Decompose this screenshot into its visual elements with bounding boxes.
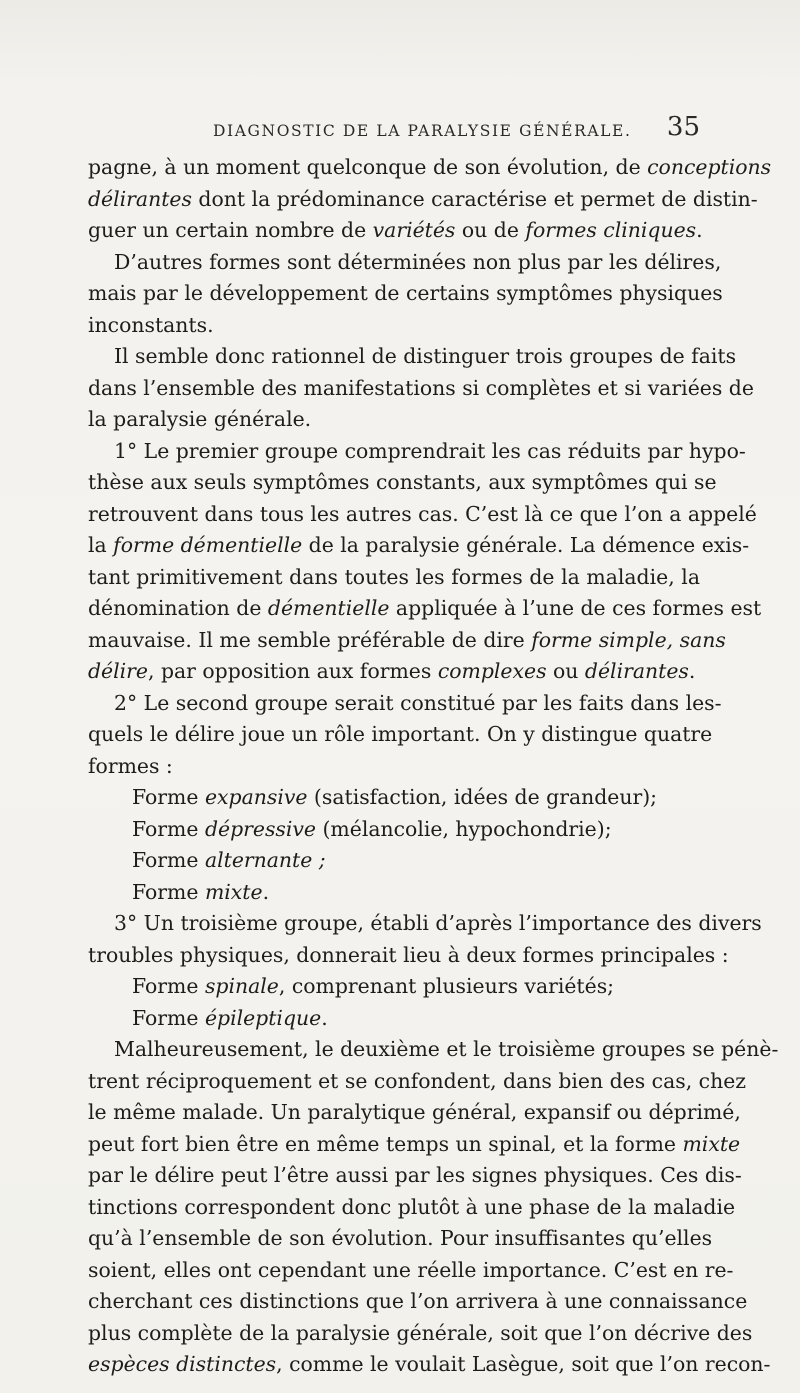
text-run: tinctions correspondent donc plutôt à une phase de la maladie [88,1194,736,1219]
italic-text: expansive [204,785,308,809]
text-line [88,1160,742,1192]
text-run: pagne, à un moment quelconque de son évolution, de [88,155,648,179]
italic-text: conceptions [647,155,772,179]
text-run: , par opposition aux formes [147,659,438,683]
text-line [88,247,722,279]
text-run: mais par le développement de certains symptômes physiques [88,281,723,305]
text-line [88,1255,734,1287]
italic-text: mixte [204,879,263,904]
text-line [88,373,754,405]
text-run: 1° Le premier groupe comprendrait les cas réduits par hypo- [114,438,746,463]
text-line [88,656,700,688]
text-run: soient, elles ont cependant une réelle importance. C’est en re- [88,1257,734,1282]
text-run: troubles physiques, donnerait lieu à deux formes principales : [88,942,729,967]
italic-text: délirantes [584,659,689,683]
text-run: Forme [132,1005,205,1030]
italic-text: mixte [682,1131,741,1156]
text-line [88,625,726,657]
text-line [88,845,700,877]
italic-text: démentielle [267,596,390,620]
text-run: ou de [455,218,526,242]
text-run: la [88,533,114,557]
text-run: Forme [132,848,205,872]
text-run: guer un certain nombre de [88,218,373,242]
text-line [88,467,717,499]
italic-text: forme simple, sans [531,627,726,652]
page-header [88,112,700,148]
text-run: trent réciproquement et se confondent, dans bien des cas, chez [88,1068,747,1093]
text-run: Forme [132,785,205,809]
body-text [88,152,779,1381]
text-run: dans l’ensemble des manifestations si complètes et si variées de [88,375,754,400]
italic-text: alternante ; [204,848,326,872]
text-run: tant primitivement dans toutes les formes de la maladie, la [88,564,700,589]
text-run: inconstants. [88,312,214,337]
text-line [88,719,713,751]
text-line [88,688,722,720]
text-run: . [321,1005,328,1030]
text-line [88,1192,736,1224]
text-line [88,751,700,783]
text-run: quels le délire joue un rôle important. On y distingue quatre [88,722,713,746]
text-line [88,940,729,972]
text-line [88,1034,779,1066]
text-run: ou [546,659,585,683]
text-line [88,814,700,846]
text-line [88,1349,771,1381]
text-run: de la paralysie générale. La démence exis- [302,533,750,557]
italic-text: complexes [437,659,547,683]
text-run: thèse aux seuls symptômes constants, aux symptômes qui se [88,470,717,494]
text-run: peut fort bien être en même temps un spinal, et la forme [88,1131,683,1156]
text-run: , comme le voulait Lasègue, soit que l’on recon- [276,1352,771,1376]
text-line [88,971,700,1003]
text-line [88,184,758,216]
text-line [88,404,700,436]
text-line [88,562,700,594]
text-run: retrouvent dans tous les autres cas. C’est là ce que l’on a appelé [88,501,757,526]
italic-text: formes cliniques [525,218,697,242]
text-run: . [262,879,270,904]
text-run: par le délire peut l’être aussi par les signes physiques. Ces dis- [88,1163,742,1187]
text-run: , comprenant plusieurs variétés; [278,974,615,998]
text-run: cherchant ces distinctions que l’on arrivera à une connaissance [88,1289,748,1313]
text-run: appliquée à l’une de ces formes est [389,596,762,620]
text-line [88,152,772,184]
text-run: plus complète de la paralysie générale, soit que l’on décrive des [88,1320,753,1345]
text-line [88,782,700,814]
italic-text: délire [88,659,148,683]
italic-text: variétés [372,218,456,242]
text-line [88,1097,741,1129]
text-run: qu’à l’ensemble de son évolution. Pour insuffisantes qu’elles [88,1226,713,1250]
italic-text: délirantes [88,186,192,211]
text-run: . [696,218,703,242]
text-line [88,877,700,909]
text-run: dont la prédominance caractérise et permet de distin- [191,186,758,211]
text-run: mauvaise. Il me semble préférable de dire [88,627,532,652]
text-line [88,1066,747,1098]
italic-text: espèces distinctes [88,1352,277,1376]
text-run: 3° Un troisième groupe, établi d’après l’importance des divers [114,911,762,935]
text-run: Forme [132,879,205,904]
italic-text: spinale [204,974,279,998]
italic-text: épileptique [204,1005,322,1030]
running-head: DIAGNOSTIC DE LA PARALYSIE GÉNÉRALE. [213,122,632,140]
text-run: 2° Le second groupe serait constitué par les faits dans les- [114,690,722,715]
text-run: la paralysie générale. [88,407,312,431]
italic-text: forme démentielle [113,533,303,557]
italic-text: dépressive [204,816,316,841]
text-line [88,1318,753,1350]
text-run: . [688,659,696,683]
text-line [88,499,757,531]
text-run: Malheureusement, le deuxième et le troisième groupes se pénè- [114,1037,779,1061]
text-run: Forme [132,816,205,841]
text-line [88,908,762,940]
text-run: Forme [132,974,205,998]
text-run: (mélancolie, hypochondrie); [315,816,612,841]
text-line [88,310,700,342]
text-line [88,593,762,625]
page-number: 35 [666,112,700,142]
text-run: le même malade. Un paralytique général, expansif ou déprimé, [88,1100,741,1124]
text-line [88,1223,713,1255]
text-run: formes : [88,753,173,778]
text-line [88,1129,741,1161]
text-run: dénomination de [88,596,268,620]
text-line [88,530,750,562]
text-run: Il semble donc rationnel de distinguer trois groupes de faits [114,344,737,368]
text-run: D’autres formes sont déterminées non plus par les délires, [114,249,722,274]
text-line [88,1003,700,1035]
text-run: (satisfaction, idées de grandeur); [307,785,658,809]
text-line [88,1286,748,1318]
text-line [88,278,723,310]
text-line [88,341,737,373]
text-line [88,215,703,247]
text-line [88,436,746,468]
